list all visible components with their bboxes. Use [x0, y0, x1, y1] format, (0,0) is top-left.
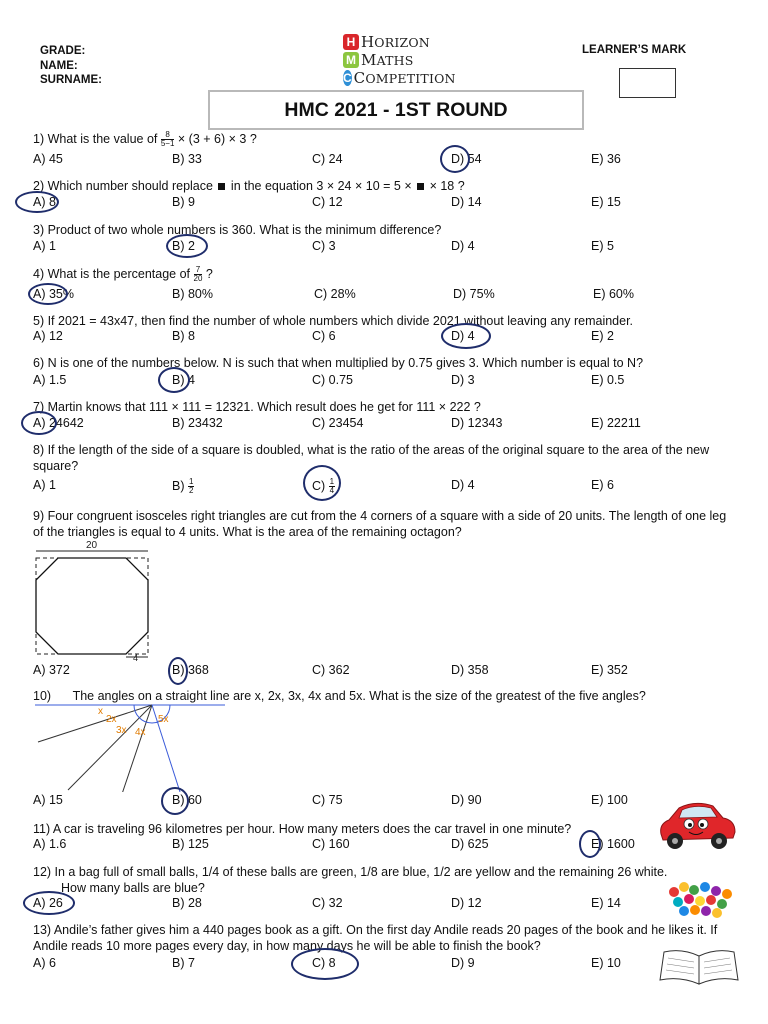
- q5-option-e[interactable]: E) 2: [591, 329, 614, 343]
- diagram-top-label: 20: [86, 540, 98, 551]
- q12-option-c[interactable]: C) 32: [312, 896, 343, 910]
- page-title: HMC 2021 - 1ST ROUND: [208, 90, 584, 130]
- q8-option-a[interactable]: A) 1: [33, 478, 56, 492]
- q2-stem-mid: in the equation 3 × 24 × 10 = 5 ×: [227, 179, 416, 193]
- q9-option-e[interactable]: E) 352: [591, 663, 628, 677]
- grade-label: GRADE:: [40, 45, 86, 57]
- q3-options: [33, 239, 733, 255]
- q12-options: [33, 896, 733, 912]
- q11-option-b[interactable]: B) 125: [172, 837, 209, 851]
- q2-option-e[interactable]: E) 15: [591, 195, 621, 209]
- q10-number: 10): [33, 689, 52, 703]
- q1-fraction: $\frac{8}{5-1}$: [160, 130, 175, 149]
- q7-options: [33, 416, 733, 432]
- q1-option-b[interactable]: B) 33: [172, 152, 202, 166]
- q11-option-d[interactable]: D) 625: [451, 837, 489, 851]
- q8-option-d[interactable]: D) 4: [451, 478, 475, 492]
- q5-option-c[interactable]: C) 6: [312, 329, 336, 343]
- question-3: 3) Product of two whole numbers is 360. What is the minimum difference?: [33, 223, 442, 237]
- angle-label-5x: 5x: [158, 714, 169, 725]
- q12-option-a[interactable]: A) 26: [33, 896, 63, 910]
- q4-option-d[interactable]: D) 75%: [453, 287, 495, 301]
- logo-badge-m: M: [343, 52, 359, 68]
- q12-stem-2: How many balls are blue?: [61, 881, 205, 895]
- question-8: 8) If the length of the side of a square is doubled, what is the ratio of the areas of the original square to the area of the new square?: [33, 443, 710, 473]
- question-7: 7) Martin knows that 111 × 111 = 12321. Which result does he get for 111 × 222 ?: [33, 400, 481, 414]
- q2-square-symbol-2: [417, 183, 424, 190]
- q13-options: [33, 956, 733, 972]
- q12-option-e[interactable]: E) 14: [591, 896, 621, 910]
- q11-option-c[interactable]: C) 160: [312, 837, 350, 851]
- q11-options: [33, 837, 733, 853]
- q3-option-c[interactable]: C) 3: [312, 239, 336, 253]
- q1-option-e[interactable]: E) 36: [591, 152, 621, 166]
- q8-b-fraction: $\frac{1}{2}$: [188, 477, 194, 495]
- q10-option-a[interactable]: A) 15: [33, 793, 63, 807]
- diagram-side-label: 4: [133, 653, 139, 663]
- logo-badge-h: H: [343, 34, 359, 50]
- octagon-diagram: [30, 538, 160, 664]
- q4-option-c[interactable]: C) 28%: [314, 287, 356, 301]
- learners-mark-label: LEARNER’S MARK: [582, 44, 687, 56]
- q5-option-a[interactable]: A) 12: [33, 329, 63, 343]
- q4-option-e[interactable]: E) 60%: [593, 287, 634, 301]
- q6-option-b[interactable]: B) 4: [172, 373, 195, 387]
- q2-square-symbol: [218, 183, 225, 190]
- q12-answer-circle: [23, 891, 75, 915]
- q7-answer-circle: [21, 411, 57, 435]
- q4-stem-pre: 4) What is the percentage of: [33, 267, 194, 281]
- angle-label-x: x: [98, 706, 103, 717]
- q1-option-d[interactable]: D) 54: [451, 152, 482, 166]
- question-13: 13) Andile’s father gives him a 440 pages book as a gift. On the first day Andile reads 20 pages of the book and he likes it. If Andile reads 10 more pages every day, in how many days he will be able to finish the book?: [33, 923, 718, 953]
- q13-option-d[interactable]: D) 9: [451, 956, 475, 970]
- q9-option-b[interactable]: B) 368: [172, 663, 209, 677]
- learners-mark-box[interactable]: [619, 68, 676, 98]
- q1-option-c[interactable]: C) 24: [312, 152, 343, 166]
- q5-option-b[interactable]: B) 8: [172, 329, 195, 343]
- q11-option-a[interactable]: A) 1.6: [33, 837, 67, 851]
- q12-option-b[interactable]: B) 28: [172, 896, 202, 910]
- q5-options: [33, 329, 733, 345]
- q3-answer-circle: [166, 234, 208, 258]
- question-6: 6) N is one of the numbers below. N is such that when multiplied by 0.75 gives 3. Which number is equal to N?: [33, 356, 644, 370]
- q11-answer-circle: [579, 830, 601, 858]
- q9-option-a[interactable]: A) 372: [33, 663, 70, 677]
- q9-options: [33, 663, 733, 679]
- q7-option-b[interactable]: B) 23432: [172, 416, 223, 430]
- q4-option-a[interactable]: A) 35%: [33, 287, 74, 301]
- q13-option-b[interactable]: B) 7: [172, 956, 195, 970]
- question-9: 9) Four congruent isosceles right triangles are cut from the 4 corners of a square with a side of 20 units. The length of one leg of the triangles is equal to 4 units. What is the area of the remaining octagon?: [33, 509, 727, 539]
- q2-stem-end: × 18 ?: [426, 179, 465, 193]
- q8-options: [33, 478, 733, 494]
- q4-options: [33, 287, 733, 303]
- q3-option-a[interactable]: A) 1: [33, 239, 56, 253]
- q10-option-b[interactable]: B) 60: [172, 793, 202, 807]
- q7-option-c[interactable]: C) 23454: [312, 416, 364, 430]
- q8-option-e[interactable]: E) 6: [591, 478, 614, 492]
- q8-c-fraction: $\frac{1}{4}$: [329, 477, 335, 495]
- q6-option-a[interactable]: A) 1.5: [33, 373, 67, 387]
- q4-stem-post: ?: [202, 267, 213, 281]
- question-5: 5) If 2021 = 43x47, then find the number of whole numbers which divide 2021 without leaving any remainder.: [33, 314, 634, 328]
- q12-stem: 12) In a bag full of small balls, 1/4 of these balls are green, 1/8 are blue, 1/2 are yellow and the remaining 26 white.: [33, 865, 668, 879]
- logo-cap-c: C: [353, 69, 366, 87]
- angle-label-2x: 2x: [106, 714, 117, 725]
- q6-answer-circle: [158, 367, 190, 393]
- q6-options: [33, 373, 733, 389]
- q10-options: [33, 793, 733, 809]
- q1-options: [33, 152, 733, 168]
- q7-option-d[interactable]: D) 12343: [451, 416, 503, 430]
- q5-answer-circle: [441, 323, 491, 349]
- q10-option-e[interactable]: E) 100: [591, 793, 628, 807]
- logo-cap-h: H: [361, 33, 375, 51]
- diagram-octagon: [36, 558, 148, 654]
- q2-answer-circle: [15, 191, 59, 213]
- q3-option-d[interactable]: D) 4: [451, 239, 475, 253]
- q10-stem: The angles on a straight line are x, 2x, 3x, 4x and 5x. What is the size of the greatest of the five angles?: [72, 689, 646, 703]
- q2-options: [33, 195, 733, 211]
- surname-label: SURNAME:: [40, 74, 102, 86]
- q8-option-c[interactable]: C) $\frac{1}{4}$: [312, 477, 335, 495]
- q2-stem-pre: 2) Which number should replace: [33, 179, 217, 193]
- logo-word-competition: OMPETITION: [365, 71, 456, 86]
- q1-answer-circle: [440, 145, 470, 173]
- q13-option-a[interactable]: A) 6: [33, 956, 56, 970]
- q4-fraction: $\frac{7}{20}$: [193, 265, 203, 284]
- q4-option-b[interactable]: B) 80%: [172, 287, 213, 301]
- diagram-outer-square: [36, 558, 148, 654]
- angles-diagram: [30, 702, 230, 792]
- q9-option-c[interactable]: C) 362: [312, 663, 350, 677]
- q7-option-a[interactable]: A) 24642: [33, 416, 84, 430]
- open-book-illustration: [658, 944, 740, 988]
- q10-option-d[interactable]: D) 90: [451, 793, 482, 807]
- q6-option-e[interactable]: E) 0.5: [591, 373, 625, 387]
- q3-option-e[interactable]: E) 5: [591, 239, 614, 253]
- question-4: [33, 266, 733, 283]
- q2-option-a[interactable]: A) 8: [33, 195, 56, 209]
- q8-option-b[interactable]: B) $\frac{1}{2}$: [172, 477, 194, 495]
- q5-option-d[interactable]: D) 4: [451, 329, 475, 343]
- logo-cap-m: M: [361, 51, 377, 69]
- q13-option-e[interactable]: E) 10: [591, 956, 621, 970]
- question-12: [33, 864, 733, 896]
- q8-answer-circle: [303, 465, 341, 501]
- q2-option-c[interactable]: C) 12: [312, 195, 343, 209]
- question-1: [33, 131, 733, 148]
- q2-option-b[interactable]: B) 9: [172, 195, 195, 209]
- hmc-logo: [343, 33, 456, 88]
- q13-option-c[interactable]: C) 8: [312, 956, 336, 970]
- q11-option-e[interactable]: E) 1600: [591, 837, 635, 851]
- angle-label-4x: 4x: [135, 727, 146, 738]
- q6-option-c[interactable]: C) 0.75: [312, 373, 353, 387]
- logo-badge-c: C: [343, 71, 352, 85]
- q12-option-d[interactable]: D) 12: [451, 896, 482, 910]
- question-2: [33, 178, 733, 194]
- q10-option-c[interactable]: C) 75: [312, 793, 343, 807]
- student-info-labels: [40, 44, 102, 88]
- q7-option-e[interactable]: E) 22211: [591, 416, 641, 430]
- q3-option-b[interactable]: B) 2: [172, 239, 195, 253]
- q1-stem-pre: 1) What is the value of: [33, 132, 161, 146]
- q9-answer-circle: [168, 657, 188, 685]
- q4-answer-circle: [28, 283, 68, 305]
- angle-ray-3: [122, 705, 152, 792]
- name-label: NAME:: [40, 59, 78, 72]
- q1-stem-post: × (3 + 6) × 3 ?: [177, 132, 257, 146]
- angle-label-3x: 3x: [116, 725, 127, 736]
- logo-word-maths: ATHS: [376, 53, 414, 68]
- q10-answer-circle: [161, 787, 189, 815]
- q13-answer-circle: [291, 948, 359, 980]
- logo-word-horizon: ORIZON: [374, 35, 430, 50]
- question-11: 11) A car is traveling 96 kilometres per hour. How many meters does the car travel in one minute?: [33, 822, 572, 836]
- q6-option-d[interactable]: D) 3: [451, 373, 475, 387]
- q1-option-a[interactable]: A) 45: [33, 152, 63, 166]
- q2-option-d[interactable]: D) 14: [451, 195, 482, 209]
- q9-option-d[interactable]: D) 358: [451, 663, 489, 677]
